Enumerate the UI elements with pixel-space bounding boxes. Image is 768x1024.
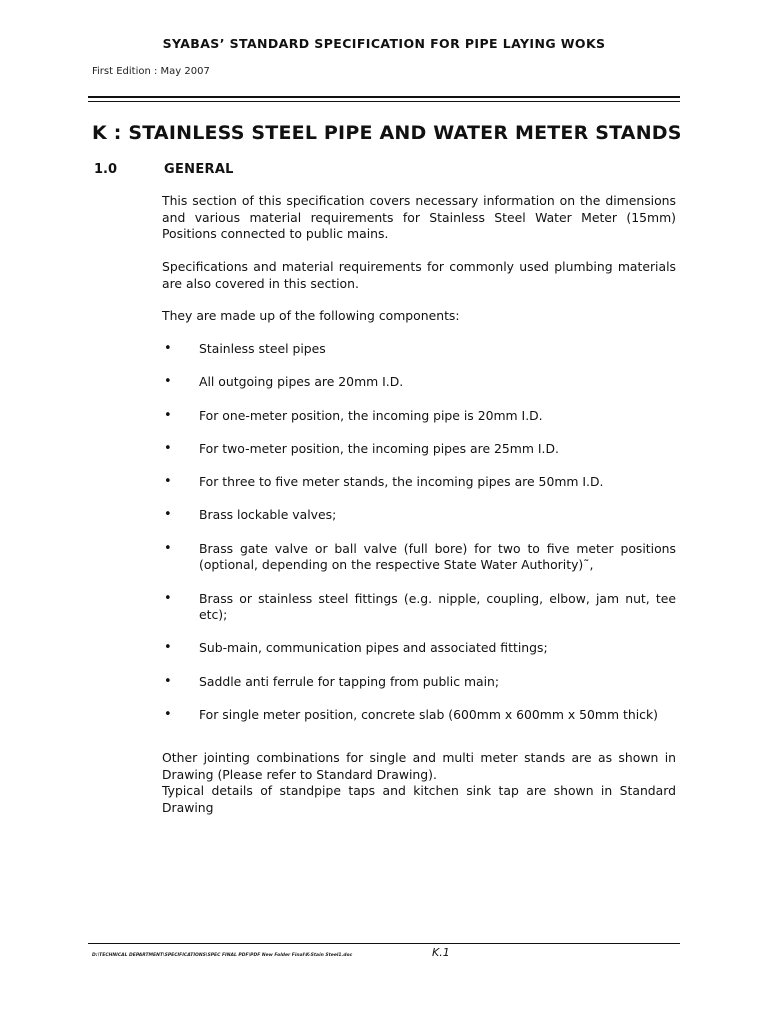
list-item (162, 674, 676, 691)
bullet-icon: • (164, 407, 172, 423)
page-number: K.1 (432, 946, 450, 959)
typical-details-paragraph: Typical details of standpipe taps and kitchen sink tap are shown in Standard Drawing (162, 783, 676, 815)
list-item (162, 507, 676, 524)
list-item-text: For three to five meter stands, the incoming pipes are 50mm I.D. (199, 474, 604, 490)
list-item-text: For two-meter position, the incoming pipes are 25mm I.D. (199, 440, 559, 456)
header-rule-thin (88, 101, 680, 102)
list-item (162, 441, 676, 458)
bullet-icon: • (164, 474, 172, 490)
bullet-icon: • (164, 590, 172, 606)
list-item (162, 474, 676, 491)
document-header-title: SYABAS’ STANDARD SPECIFICATION FOR PIPE LAYING WOKS (162, 36, 606, 51)
bullet-icon: • (164, 507, 172, 523)
list-item-text: Saddle anti ferrule for tapping from public main; (199, 673, 500, 689)
list-item-text: Stainless steel pipes (199, 341, 326, 356)
bullet-icon: • (164, 540, 172, 556)
list-item-text: For one-meter position, the incoming pipe is 20mm I.D. (199, 407, 543, 423)
subsection-number: 1.0 (94, 162, 118, 177)
bullet-icon: • (164, 341, 172, 356)
list-item (162, 408, 676, 425)
list-item-text: All outgoing pipes are 20mm I.D. (199, 374, 404, 390)
edition-label: First Edition : May 2007 (92, 66, 210, 77)
bullet-icon: • (164, 440, 172, 456)
list-item (162, 374, 676, 391)
bullet-icon: • (164, 640, 172, 656)
bullet-icon: • (164, 706, 172, 722)
list-item (162, 640, 676, 657)
section-title: K : STAINLESS STEEL PIPE AND WATER METER STANDS (92, 122, 682, 144)
specs-paragraph: Specifications and material requirements for commonly used plumbing materials are also covered in this section. (162, 259, 676, 291)
bullet-icon: • (164, 673, 172, 689)
list-item-text: Brass gate valve or ball valve (full bore) for two to five meter positions (optional, depending on the respective State Water Authority)˜, (199, 540, 676, 573)
jointing-paragraph: Other jointing combinations for single and multi meter stands are as shown in Drawing (Please refer to Standard Drawing). (162, 750, 676, 782)
footer-rule (88, 943, 680, 944)
list-item (162, 591, 676, 624)
components-list (162, 341, 676, 740)
header-rule-thick (88, 96, 680, 98)
list-item-text: Brass or stainless steel fittings (e.g. nipple, coupling, elbow, jam nut, tee etc); (199, 590, 676, 623)
subsection-title: GENERAL (164, 162, 234, 177)
list-item (162, 541, 676, 574)
footer-file-path: D:\TECHNICAL DEPARTMENT\SPECIFICATIONS\SPEC FINAL PDF\PDF New Folder Final\K-Stain Steel1.doc (92, 953, 353, 958)
list-item-text: Sub-main, communication pipes and associated fittings; (199, 640, 548, 656)
list-item (162, 341, 676, 358)
intro-paragraph: This section of this specification covers necessary information on the dimensions and various material requirements for Stainless Steel Water Meter (15mm) Positions connected to public mains. (162, 193, 676, 241)
list-item (162, 707, 676, 724)
list-item-text: For single meter position, concrete slab (600mm x 600mm x 50mm thick) (199, 706, 658, 722)
components-intro: They are made up of the following components: (162, 308, 460, 323)
list-item-text: Brass lockable valves; (199, 507, 337, 523)
bullet-icon: • (164, 374, 172, 390)
